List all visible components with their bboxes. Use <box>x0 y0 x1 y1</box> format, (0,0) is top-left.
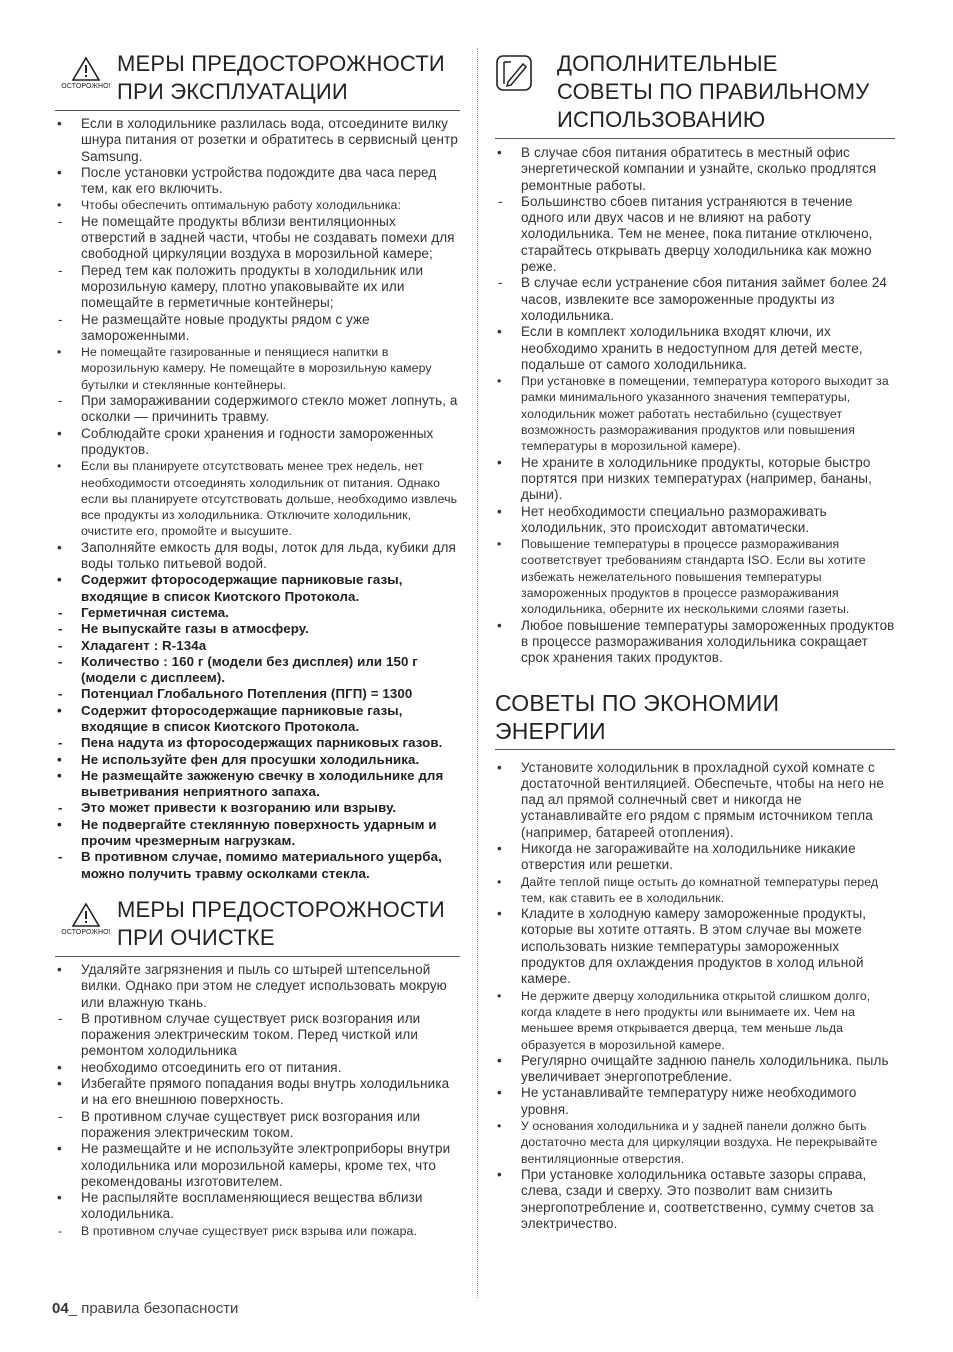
operation-title-line1: МЕРЫ ПРЕДОСТОРОЖНОСТИ <box>117 51 445 76</box>
left-column <box>55 50 460 1239</box>
list-item: • Не распыляйте воспламеняющиеся вещества вблизи холодильника. <box>55 1190 460 1223</box>
list-item: • Кладите в холодную камеру замороженные продукты, которые вы хотите оттаять. В этом случае вы можете использовать низкие температуры замороженных продуктов для охлаждения продуктов в холод ильной камере. <box>495 906 895 987</box>
list-item: - В случае если устранение сбоя питания займет более 24 часов, извлеките все замороженные продукты из холодильника. <box>495 275 895 324</box>
list-item: • Если в холодильнике разлилась вода, отсоедините вилку шнура питания от розетки и обратитесь в сервисный центр Samsung. <box>55 116 460 165</box>
operation-section-header <box>55 50 460 111</box>
list-item: • Не держите дверцу холодильника открытой слишком долго, когда кладете в него продукты или вынимаете их. Чем на меньшее время открывается дверца, тем меньше льда образуется в морозильной камере. <box>495 988 895 1053</box>
list-item: • Нет необходимости специально размораживать холодильник, это происходит автоматически. <box>495 504 895 537</box>
list-item: • Содержит фторосодержащие парниковые газы, входящие в список Киотского Протокола. <box>55 703 460 736</box>
list-item: • При установке холодильника оставьте зазоры справа, слева, сзади и сверху. Это позволит вам снизить энергопотребление и, соответственно, сумму счетов за электричество. <box>495 1167 895 1232</box>
list-item: • Если вы планируете отсутствовать менее трех недель, нет необходимости отсоединять холодильник от питания. Однако если вы планируете отсутствовать дольше, необходимо извлечь все продукты из холодильника. Отключите холодильник, очистите его, промойте и высушите. <box>55 458 460 539</box>
list-item: - При замораживании содержимого стекло может лопнуть, а осколки — причинить травму. <box>55 393 460 426</box>
energy-section-header <box>495 689 895 750</box>
page-number: 04 <box>52 1300 69 1317</box>
list-item: • Не храните в холодильнике продукты, которые быстро портятся при низких температурах (например, бананы, дыни). <box>495 455 895 504</box>
list-item: • Содержит фторосодержащие парниковые газы, входящие в список Киотского Протокола. <box>55 572 460 605</box>
tips-title-line1: ДОПОЛНИТЕЛЬНЫЕ <box>557 51 778 76</box>
list-item: • Повышение температуры в процессе размораживания соответствует требованиям стандарта ISO. Если вы хотите избежать нежелательного повышения температуры замороженных продуктов в процессе размораживания холодильника, оберните их несколькими слоями газеты. <box>495 536 895 617</box>
list-item: • Не подвергайте стеклянную поверхность ударным и прочим чрезмерным нагрузкам. <box>55 817 460 850</box>
list-item: • После установки устройства подождите два часа перед тем, как его включить. <box>55 165 460 198</box>
list-item: - Не размещайте новые продукты рядом с уже замороженными. <box>55 312 460 345</box>
list-item: • Заполняйте емкость для воды, лоток для льда, кубики для воды только питьевой водой. <box>55 540 460 573</box>
list-item: • Любое повышение температуры замороженных продуктов в процессе размораживания холодильника сокращает срок хранения таких продуктов. <box>495 618 895 667</box>
list-item: • Установите холодильник в прохладной сухой комнате с достаточной вентиляцией. Обеспечьте, чтобы на него не пад ал прямой солнечный свет и никогда не устанавливайте его рядом с прямым источником тепла (например, батареей отопления). <box>495 760 895 841</box>
list-item: - Пена надута из фторосодержащих парниковых газов. <box>55 735 460 751</box>
tips-list <box>495 145 895 667</box>
list-item: • Если в комплект холодильника входят ключи, их необходимо хранить в недоступном для детей месте, подальше от самого холодильника. <box>495 324 895 373</box>
list-item: - Потенциал Глобального Потепления (ПГП) = 1300 <box>55 686 460 702</box>
list-item: • Не используйте фен для просушки холодильника. <box>55 752 460 768</box>
operation-list <box>55 116 460 882</box>
footer-text: _ правила безопасности <box>68 1300 239 1317</box>
warning-icon <box>55 896 117 936</box>
right-column <box>495 50 895 1232</box>
list-item: • В случае сбоя питания обратитесь в местный офис энергетической компании и узнайте, сколько продлятся ремонтные работы. <box>495 145 895 194</box>
list-item: • Не размещайте и не используйте электроприборы внутри холодильника или морозильной камеры, кроме тех, что рекомендованы изготовителем. <box>55 1141 460 1190</box>
list-item: • Дайте теплой пище остыть до комнатной температуры перед тем, как ставить ее в холодильник. <box>495 874 895 907</box>
cleaning-title-line1: МЕРЫ ПРЕДОСТОРОЖНОСТИ <box>117 896 445 922</box>
list-item: • Никогда не загораживайте на холодильнике никакие отверстия или решетки. <box>495 841 895 874</box>
list-item: - В противном случае существует риск возгорания или поражения электрическим током. <box>55 1109 460 1142</box>
list-item: • Регулярно очищайте заднюю панель холодильника. пыль увеличивает энергопотребление. <box>495 1053 895 1086</box>
list-item: • Удаляйте загрязнения и пыль со штырей штепсельной вилки. Однако при этом не следует использовать мокрую или влажную ткань. <box>55 962 460 1011</box>
list-item: - Большинство сбоев питания устраняются в течение одного или двух часов и не влияют на работу холодильника. Тем не менее, пока питание отключено, старайтесь открывать дверцу холодильника как можно реже. <box>495 194 895 275</box>
cleaning-title-line2: ПРИ ОЧИСТКЕ <box>117 924 275 950</box>
tips-title-line3: ИСПОЛЬЗОВАНИЮ <box>557 107 766 132</box>
list-item: - Хладагент : R-134a <box>55 638 460 654</box>
warning-icon <box>55 50 117 90</box>
list-item: - Герметичная система. <box>55 605 460 621</box>
list-item: - Количество : 160 г (модели без дисплея) или 150 г (модели с дисплеем). <box>55 654 460 687</box>
list-item: • Не размещайте зажженую свечку в холодильнике для выветривания неприятного запаха. <box>55 768 460 801</box>
list-item: • При установке в помещении, температура которого выходит за рамки минимального указанного значения температуры, холодильник может работать нестабильно (существует возможность размораживания продуктов или повышения температуры в морозильной камере). <box>495 373 895 454</box>
page-footer <box>52 1300 238 1317</box>
list-item: - Перед тем как положить продукты в холодильник или морозильную камеру, плотно упаковывайте их или помещайте в герметичные контейнеры; <box>55 263 460 312</box>
energy-title: СОВЕТЫ ПО ЭКОНОМИИ ЭНЕРГИИ <box>495 689 780 744</box>
list-item: • Соблюдайте сроки хранения и годности замороженных продуктов. <box>55 426 460 459</box>
cleaning-list <box>55 962 460 1239</box>
list-item: - Не помещайте продукты вблизи вентиляционных отверстий в задней части, чтобы не создавать помехи для свободной циркуляции воздуха в морозильной камере; <box>55 214 460 263</box>
list-item: - В противном случае существует риск возгорания или поражения электрическим током. Перед чисткой или ремонтом холодильника <box>55 1011 460 1060</box>
list-item: • Не устанавливайте температуру ниже необходимого уровня. <box>495 1085 895 1118</box>
list-item: - В противном случае существует риск взрыва или пожара. <box>55 1223 460 1239</box>
list-item: - Это может привести к возгоранию или взрыву. <box>55 800 460 816</box>
list-item: • У основания холодильника и у задней панели должно быть достаточно места для циркуляции воздуха. Не перекрывайте вентиляционные отверстия. <box>495 1118 895 1167</box>
operation-title-line2: ПРИ ЭКСПЛУАТАЦИИ <box>117 79 348 104</box>
list-item: • Не помещайте газированные и пенящиеся напитки в морозильную камеру. Не помещайте в морозильную камеру бутылки и стеклянные контейнеры. <box>55 344 460 393</box>
tips-section-header <box>495 50 895 139</box>
note-icon <box>495 50 557 97</box>
list-item: • Избегайте прямого попадания воды внутрь холодильника и на его внешнюю поверхность. <box>55 1076 460 1109</box>
list-item: • Чтобы обеспечить оптимальную работу холодильника: <box>55 197 460 213</box>
warning-caption: ОСТОРОЖНО! <box>61 928 111 936</box>
cleaning-section-header <box>55 896 460 957</box>
tips-title-line2: СОВЕТЫ ПО ПРАВИЛЬНОМУ <box>557 79 870 104</box>
energy-list <box>495 760 895 1233</box>
warning-caption: ОСТОРОЖНО! <box>61 83 111 90</box>
column-divider <box>477 48 478 1298</box>
list-item: - Не выпускайте газы в атмосферу. <box>55 621 460 637</box>
list-item: • необходимо отсоединить его от питания. <box>55 1060 460 1076</box>
list-item: - В противном случае, помимо материального ущерба, можно получить травму осколками стекла. <box>55 849 460 882</box>
